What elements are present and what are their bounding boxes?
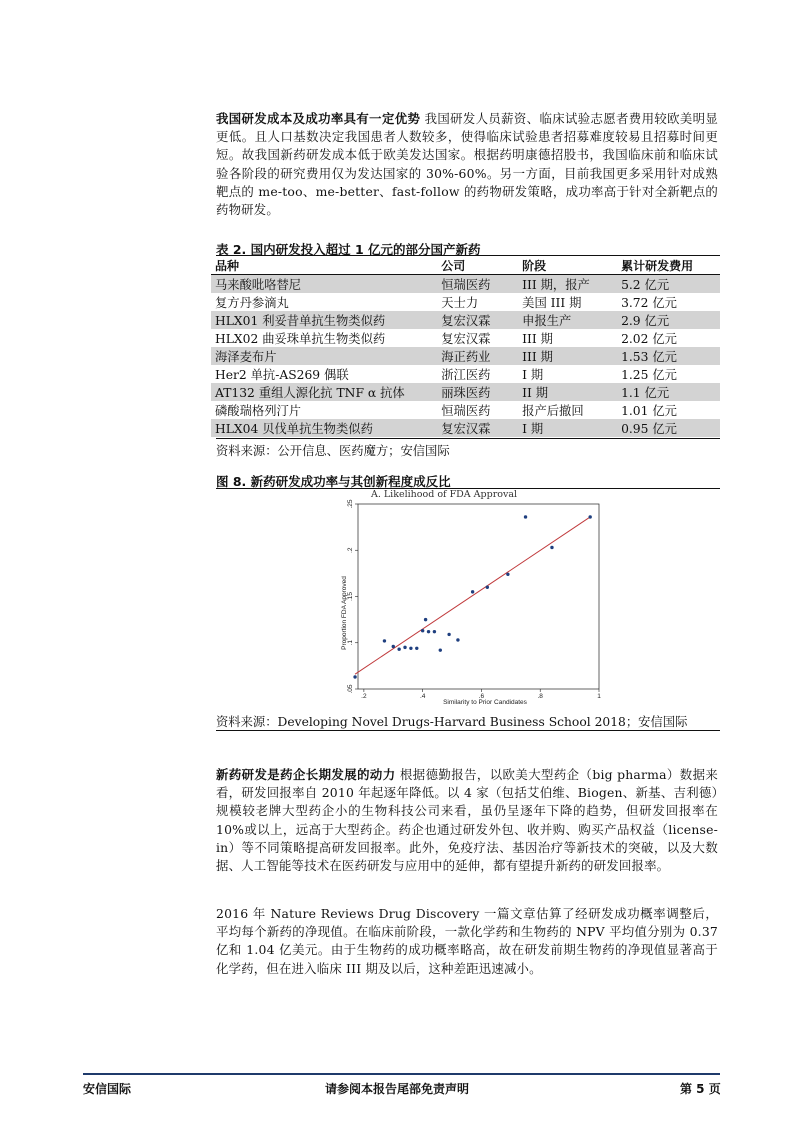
npv-paragraph bbox=[216, 905, 718, 978]
data-point bbox=[433, 630, 436, 633]
footer-company: 安信国际 bbox=[83, 1082, 132, 1096]
table-cell: 3.72 亿元 bbox=[617, 293, 720, 311]
table-cell: HLX01 利妥昔单抗生物类似药 bbox=[211, 311, 437, 329]
table-cell: 5.2 亿元 bbox=[617, 275, 720, 294]
table-cell: 1.53 亿元 bbox=[617, 347, 720, 365]
drug-table bbox=[211, 257, 720, 437]
plot-area bbox=[358, 504, 599, 689]
data-point bbox=[439, 648, 442, 651]
header-cell: 阶段 bbox=[518, 257, 617, 275]
table-cell: Her2 单抗-AS269 偶联 bbox=[211, 365, 437, 383]
data-point bbox=[353, 675, 356, 678]
footer-disclaimer: 请参阅本报告尾部免责声明 bbox=[325, 1082, 470, 1096]
rd-motivation-paragraph bbox=[216, 766, 718, 875]
table-cell: III 期，报产 bbox=[518, 275, 617, 294]
table-cell: HLX02 曲妥珠单抗生物类似药 bbox=[211, 329, 437, 347]
x-tick-label: .4 bbox=[419, 693, 426, 700]
table-caption: 表 2. 国内研发投入超过 1 亿元的部分国产新药 bbox=[216, 242, 481, 257]
table-row bbox=[211, 293, 720, 311]
table-row bbox=[211, 329, 720, 347]
y-tick-label: .2 bbox=[347, 547, 354, 553]
table-row bbox=[211, 347, 720, 365]
y-axis-label: Proportion FDA Approved bbox=[341, 576, 348, 650]
table-cell: 浙江医药 bbox=[437, 365, 518, 383]
table-header-row bbox=[211, 257, 720, 275]
table-cell: 海正药业 bbox=[437, 347, 518, 365]
intro-paragraph bbox=[216, 110, 718, 219]
figure-bottom-rule bbox=[216, 730, 720, 731]
data-point bbox=[447, 633, 450, 636]
x-axis-label: Similarity to Prior Candidates bbox=[443, 699, 527, 706]
footer-page-number: 第 5 页 bbox=[680, 1082, 721, 1096]
table-row bbox=[211, 365, 720, 383]
x-tick-label: 1 bbox=[597, 693, 601, 700]
data-point bbox=[427, 630, 430, 633]
data-point bbox=[471, 590, 474, 593]
table-row bbox=[211, 275, 720, 294]
data-point bbox=[524, 515, 527, 518]
table-cell: 复方丹参滴丸 bbox=[211, 293, 437, 311]
table-cell: 复宏汉霖 bbox=[437, 329, 518, 347]
table-cell: 恒瑞医药 bbox=[437, 275, 518, 294]
table-row bbox=[211, 311, 720, 329]
x-tick-label: .2 bbox=[361, 693, 367, 700]
table-cell: III 期 bbox=[518, 347, 617, 365]
data-point bbox=[392, 645, 395, 648]
table-cell: 马来酸吡咯替尼 bbox=[211, 275, 437, 294]
table-cell: HLX04 贝伐单抗生物类似药 bbox=[211, 419, 437, 437]
table-cell: 恒瑞医药 bbox=[437, 401, 518, 419]
para2-body: 根据德勤报告，以欧美大型药企（big pharma）数据来看，研发回报率自 2010 年起逐年降低。以 4 家（包括艾伯维、Biogen、新基、吉利德）规模较老牌大型药企小的生物科技公司来看，虽仍呈逐年下降的趋势，但研发回报率在 10%或以上，远高于大型药企。药企也通过研发外包、收并购、购买产品权益（license-in）等不同策略提高研发回报率。此外，免疫疗法、基因治疗等新技术的突破，以及大数据、人工智能等技术在医药研发与应用中的延伸，都有望提升新药的研发回报率。 bbox=[216, 767, 718, 874]
header-cell: 累计研发费用 bbox=[617, 257, 720, 275]
y-tick-label: .25 bbox=[347, 499, 354, 509]
table-bottom-rule bbox=[216, 438, 720, 439]
data-point bbox=[383, 639, 386, 642]
figure-source: 资料来源：Developing Novel Drugs-Harvard Business School 2018；安信国际 bbox=[216, 715, 688, 729]
table-cell: 2.02 亿元 bbox=[617, 329, 720, 347]
footer-rule bbox=[83, 1073, 720, 1075]
table-cell: 0.95 亿元 bbox=[617, 419, 720, 437]
data-point bbox=[409, 647, 412, 650]
table-cell: 2.9 亿元 bbox=[617, 311, 720, 329]
table-cell: I 期 bbox=[518, 365, 617, 383]
table-cell: 美国 III 期 bbox=[518, 293, 617, 311]
figure-caption: 图 8. 新药研发成功率与其创新程度成反比 bbox=[216, 474, 451, 489]
x-tick-label: .6 bbox=[478, 693, 485, 700]
table-cell: 报产后撤回 bbox=[518, 401, 617, 419]
table-cell: 复宏汉霖 bbox=[437, 311, 518, 329]
data-point bbox=[550, 546, 553, 549]
data-point bbox=[486, 586, 489, 589]
table-cell: 丽珠医药 bbox=[437, 383, 518, 401]
table-row bbox=[211, 419, 720, 437]
table-top-rule bbox=[216, 255, 720, 256]
table-cell: III 期 bbox=[518, 329, 617, 347]
y-tick-label: .1 bbox=[347, 640, 354, 646]
table-source: 资料来源：公开信息、医药魔方；安信国际 bbox=[216, 444, 450, 458]
table-cell: II 期 bbox=[518, 383, 617, 401]
y-tick-label: .05 bbox=[347, 684, 354, 694]
fda-approval-scatter-chart bbox=[340, 488, 602, 706]
table-cell: 复宏汉霖 bbox=[437, 419, 518, 437]
y-tick-label: .15 bbox=[347, 591, 354, 602]
data-point bbox=[506, 573, 509, 576]
table-cell: 1.01 亿元 bbox=[617, 401, 720, 419]
header-cell: 公司 bbox=[437, 257, 518, 275]
table-cell: 申报生产 bbox=[518, 311, 617, 329]
table-cell: AT132 重组人源化抗 TNF α 抗体 bbox=[211, 383, 437, 401]
data-point bbox=[424, 618, 427, 621]
table-cell: I 期 bbox=[518, 419, 617, 437]
x-tick-label: .8 bbox=[537, 693, 543, 700]
table-cell: 天士力 bbox=[437, 293, 518, 311]
intro-body: 我国研发人员薪资、临床试验志愿者费用较欧美明显更低。且人口基数决定我国患者人数较多，使得临床试验患者招募难度较易且招募时间更短。故我国新药研发成本低于欧美发达国家。根据药明康德招股书，我国临床前和临床试验各阶段的研究费用仅为发达国家的 30%-60%。另一方面，目前我国更多采用针对成熟靶点的 me-too、me-better、fast-follow 的药物研发策略，成功率高于针对全新靶点的药物研发。 bbox=[216, 111, 718, 218]
table-cell: 磷酸瑞格列汀片 bbox=[211, 401, 437, 419]
table-cell: 海泽麦布片 bbox=[211, 347, 437, 365]
data-point bbox=[421, 629, 424, 632]
data-point bbox=[415, 647, 418, 650]
data-point bbox=[456, 638, 459, 641]
data-point bbox=[397, 648, 400, 651]
table-cell: 1.1 亿元 bbox=[617, 383, 720, 401]
para3-body: 2016 年 Nature Reviews Drug Discovery 一篇文章估算了经研发成功概率调整后，平均每个新药的净现值。在临床前阶段，一款化学药和生物药的 NPV 平均值分别为 0.37 亿和 1.04 亿美元。由于生物药的成功概率略高，故在研发前期生物药的净现值显著高于化学药，但在进入临床 III 期及以后，这种差距迅速减小。 bbox=[216, 906, 718, 976]
intro-lead: 我国研发成本及成功率具有一定优势 bbox=[216, 111, 421, 126]
table-row bbox=[211, 383, 720, 401]
data-point bbox=[588, 515, 591, 518]
data-point bbox=[403, 646, 406, 649]
para2-lead: 新药研发是药企长期发展的动力 bbox=[216, 767, 396, 782]
table-row bbox=[211, 401, 720, 419]
table-cell: 1.25 亿元 bbox=[617, 365, 720, 383]
chart-title: A. Likelihood of FDA Approval bbox=[370, 489, 518, 500]
header-cell: 品种 bbox=[211, 257, 437, 275]
